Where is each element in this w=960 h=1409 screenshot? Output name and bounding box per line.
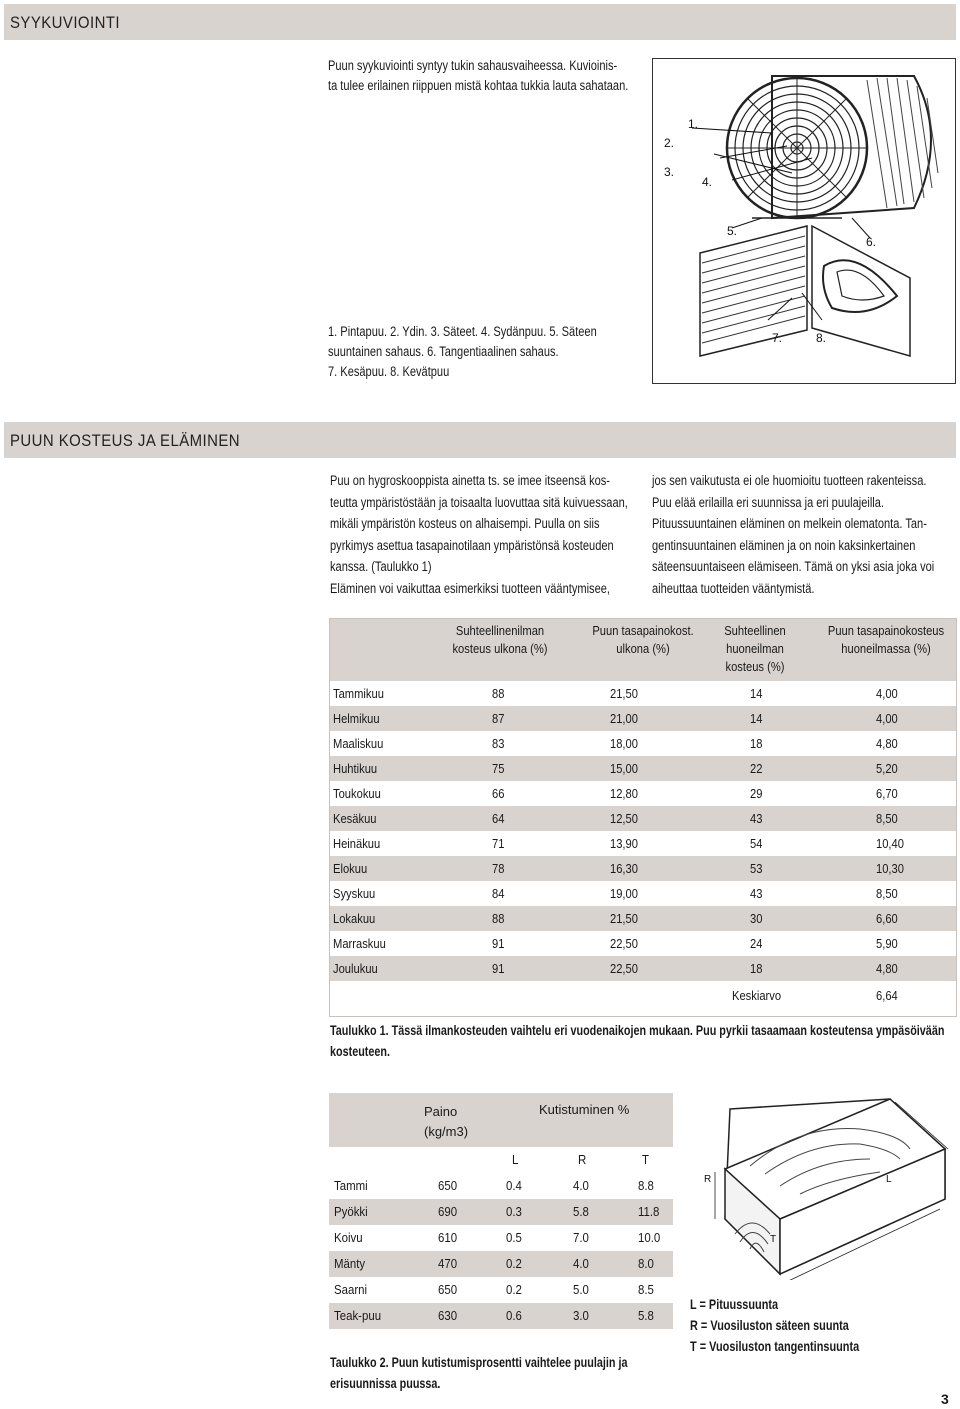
label-7: 7.	[772, 331, 783, 345]
table-cell: Heinäkuu	[333, 836, 381, 851]
humidity-table	[329, 618, 957, 1017]
intro-line: ta tulee erilainen riippuen mistä kohtaa tukkia lauta sahataan.	[328, 78, 629, 93]
legend-line: 1. Pintapuu. 2. Ydin. 3. Säteet. 4. Sydänpuu. 5. Säteen	[328, 324, 597, 339]
table-cell: 22	[750, 761, 763, 776]
table-cell: 4,80	[876, 961, 898, 976]
header-line: Suhteellinenilman	[455, 623, 545, 638]
table-cell: 4,00	[876, 711, 898, 726]
body-line: aiheuttaa tuotteiden vääntymistä.	[652, 580, 815, 596]
table-row	[329, 1251, 673, 1277]
table-cell: 18	[750, 961, 763, 976]
table-cell: 88	[492, 911, 505, 926]
table-cell: 8,50	[876, 811, 898, 826]
table-cell: 12,50	[610, 811, 638, 826]
body-line: Puu elää erilailla eri suunnissa ja eri puulajeilla.	[652, 494, 884, 510]
table-row	[330, 956, 956, 981]
table-cell: Lokakuu	[333, 911, 376, 926]
header-line: Paino	[424, 1104, 458, 1119]
table-cell: Tammi	[334, 1178, 368, 1193]
table-row	[329, 1225, 673, 1251]
board-direction-illustration	[690, 1094, 955, 1280]
page-number: 3	[941, 1391, 949, 1407]
table-cell: 5.0	[573, 1282, 589, 1297]
table-cell: 650	[438, 1178, 458, 1193]
weight-header	[424, 1102, 468, 1142]
table-cell: 22,50	[610, 936, 638, 951]
table-cell: 75	[492, 761, 505, 776]
table-cell: 0.2	[506, 1256, 522, 1271]
table-cell: 5,20	[876, 761, 898, 776]
table-cell: 5.8	[638, 1308, 654, 1323]
table-cell: 15,00	[610, 761, 638, 776]
body-line: jos sen vaikutusta ei ole huomioitu tuotteen rakenteissa.	[652, 473, 927, 488]
subheader-row	[329, 1147, 673, 1173]
table-cell: 0.4	[506, 1178, 522, 1193]
column-header	[691, 622, 820, 676]
table-cell: 18,00	[610, 736, 638, 751]
label-3: 3.	[664, 165, 675, 179]
table-cell: 690	[438, 1204, 458, 1219]
label-l: L	[886, 1174, 892, 1185]
table-row	[329, 1199, 673, 1225]
table-cell: Elokuu	[333, 861, 368, 876]
header-line: Suhteellinen	[724, 623, 786, 638]
table-cell: Huhtikuu	[333, 761, 378, 776]
table-row	[330, 881, 956, 906]
table-cell: 10,40	[876, 836, 904, 851]
table-cell: Pyökki	[334, 1204, 368, 1219]
table-cell: 6,60	[876, 911, 898, 926]
header-line: Puun tasapainokosteus	[827, 623, 945, 638]
table-cell: 7.0	[573, 1230, 589, 1245]
table-cell: 21,00	[610, 711, 638, 726]
legend-line: 7. Kesäpuu. 8. Kevätpuu	[328, 364, 450, 379]
header-line: kosteus ulkona (%)	[452, 641, 548, 656]
table-cell: 16,30	[610, 861, 638, 876]
table-cell: 87	[492, 711, 505, 726]
header-line: ulkona (%)	[616, 641, 670, 656]
table-cell: 650	[438, 1282, 458, 1297]
section-title: PUUN KOSTEUS JA ELÄMINEN	[10, 431, 241, 450]
subheader: T	[642, 1152, 649, 1167]
key-line: T = Vuosiluston tangentinsuunta	[690, 1338, 860, 1354]
table-cell: 30	[750, 911, 763, 926]
caption-line: erisuunnissa puussa.	[330, 1376, 441, 1391]
table-cell: 0.2	[506, 1282, 522, 1297]
table-cell: 43	[750, 886, 763, 901]
column-header	[579, 622, 708, 658]
table-cell: 43	[750, 811, 763, 826]
table-cell: 610	[438, 1230, 458, 1245]
table-header	[330, 619, 956, 681]
body-text-right-column	[652, 470, 960, 599]
table-cell: 91	[492, 961, 505, 976]
table-row	[330, 806, 956, 831]
table-header	[329, 1093, 673, 1147]
table-cell: 24	[750, 936, 763, 951]
table-cell: Kesäkuu	[333, 811, 377, 826]
table-cell: Koivu	[334, 1230, 363, 1245]
label-6: 6.	[866, 235, 877, 249]
body-line: Pituussuuntainen eläminen on melkein olematonta. Tan-	[652, 516, 927, 531]
key-line: L = Pituussuunta	[690, 1296, 779, 1312]
table-cell: 88	[492, 686, 505, 701]
label-1: 1.	[688, 117, 699, 131]
table-cell: 8.0	[638, 1256, 654, 1271]
label-4: 4.	[702, 175, 713, 189]
table-cell: 22,50	[610, 961, 638, 976]
table-cell: 21,50	[610, 911, 638, 926]
subheader: L	[512, 1152, 519, 1167]
average-value: 6,64	[876, 988, 898, 1003]
body-line: gentinsuuntainen eläminen ja on noin kaksinkertainen	[652, 537, 916, 553]
table-cell: 29	[750, 786, 763, 801]
table-cell: 71	[492, 836, 505, 851]
header-line: (kg/m3)	[424, 1124, 469, 1139]
table-row	[330, 831, 956, 856]
table-cell: 4,80	[876, 736, 898, 751]
figure-legend	[328, 322, 656, 382]
table-cell: 78	[492, 861, 505, 876]
average-label: Keskiarvo	[732, 988, 782, 1003]
table-cell: 4.0	[573, 1178, 589, 1193]
table-row	[329, 1173, 673, 1199]
header-line: kosteus (%)	[725, 659, 785, 674]
table-cell: 12,80	[610, 786, 638, 801]
table-cell: 13,90	[610, 836, 638, 851]
body-line: Puu on hygroskooppista ainetta ts. se imee itseensä kos-	[330, 473, 610, 488]
body-line: mikäli ympäristön kosteus on alhaisempi. Puulla on siis	[330, 516, 600, 531]
table-cell: 54	[750, 836, 763, 851]
table-cell: 66	[492, 786, 505, 801]
table-cell: Maaliskuu	[333, 736, 384, 751]
header-line: huoneilmassa (%)	[841, 641, 931, 656]
table-cell: 8.5	[638, 1282, 654, 1297]
table-cell: 3.0	[573, 1308, 589, 1323]
table-cell: Syyskuu	[333, 886, 376, 901]
table-cell: 83	[492, 736, 505, 751]
table-row	[330, 931, 956, 956]
table-cell: Mänty	[334, 1256, 366, 1271]
table-cell: 630	[438, 1308, 458, 1323]
body-line: teutta ympäristöstään ja toisaalta luovuttaa sitä kuivuessaan,	[330, 494, 628, 510]
body-line: pyrkimys asettua tasapainotilaan ympäristönsä kosteuden	[330, 537, 614, 553]
table-row	[330, 781, 956, 806]
header-line: huoneilman	[726, 641, 784, 656]
table-row	[330, 906, 956, 931]
section-header-syykuviointi	[4, 4, 956, 40]
caption-line: Taulukko 1. Tässä ilmankosteuden vaihtelu eri vuodenaikojen mukaan. Puu pyrkii tasaamaan kosteutensa ympäsöivään	[330, 1023, 945, 1038]
direction-key	[690, 1294, 907, 1357]
label-5: 5.	[727, 224, 738, 238]
body-text-left-column	[330, 470, 693, 599]
table-cell: 84	[492, 886, 505, 901]
table1-caption	[330, 1020, 960, 1062]
table-cell: Marraskuu	[333, 936, 386, 951]
key-line: R = Vuosiluston säteen suunta	[690, 1317, 849, 1333]
table-cell: 18	[750, 736, 763, 751]
table-cell: 14	[750, 686, 763, 701]
header-line: Puun tasapainokost.	[592, 623, 694, 638]
table-row	[330, 756, 956, 781]
caption-line: Taulukko 2. Puun kutistumisprosentti vaihtelee puulajin ja	[330, 1355, 628, 1370]
table-cell: Joulukuu	[333, 961, 378, 976]
table-row	[329, 1277, 673, 1303]
table-cell: 5,90	[876, 936, 898, 951]
table-cell: 10,30	[876, 861, 904, 876]
table-cell: Tammikuu	[333, 686, 384, 701]
label-r: R	[704, 1174, 712, 1185]
table-cell: Saarni	[334, 1282, 368, 1297]
table-cell: 4,00	[876, 686, 898, 701]
table-cell: Toukokuu	[333, 786, 381, 801]
label-t: T	[770, 1234, 777, 1245]
body-line: Eläminen voi vaikuttaa esimerkiksi tuotteen vääntymisee,	[330, 580, 610, 596]
section-header-kosteus	[4, 422, 956, 458]
table-cell: 6,70	[876, 786, 898, 801]
log-sawing-illustration	[652, 58, 956, 384]
table2-caption	[330, 1352, 702, 1394]
table-cell: 470	[438, 1256, 458, 1271]
label-2: 2.	[664, 136, 675, 150]
table-row	[330, 706, 956, 731]
table-cell: 0.5	[506, 1230, 522, 1245]
legend-line: suuntainen sahaus. 6. Tangentiaalinen sahaus.	[328, 344, 559, 359]
intro-line: Puun syykuviointi syntyy tukin sahausvaiheessa. Kuvioinis-	[328, 58, 618, 73]
table-row	[330, 681, 956, 706]
table-cell: 64	[492, 811, 505, 826]
subheader: R	[578, 1152, 587, 1167]
table-cell: 19,00	[610, 886, 638, 901]
table-cell: 5.8	[573, 1204, 589, 1219]
body-line: säteensuuntaiseen elämiseen. Tämä on yksi asia joka voi	[652, 559, 935, 574]
average-row	[330, 983, 956, 1008]
table-cell: Helmikuu	[333, 711, 380, 726]
section-title: SYYKUVIOINTI	[10, 13, 121, 32]
table-cell: Teak-puu	[334, 1308, 382, 1323]
table-cell: 11.8	[638, 1204, 660, 1219]
table-cell: 21,50	[610, 686, 638, 701]
column-header	[817, 622, 955, 658]
table-cell: 0.6	[506, 1308, 522, 1323]
table-row	[329, 1303, 673, 1329]
table-row	[330, 731, 956, 756]
column-header	[436, 622, 565, 658]
table-cell: 10.0	[638, 1230, 661, 1245]
intro-paragraph	[328, 56, 694, 96]
table-cell: 8,50	[876, 886, 898, 901]
table-cell: 8.8	[638, 1178, 654, 1193]
table-cell: 0.3	[506, 1204, 522, 1219]
table-cell: 4.0	[573, 1256, 589, 1271]
shrinkage-header: Kutistuminen %	[539, 1102, 630, 1117]
table-row	[330, 856, 956, 881]
table-cell: 14	[750, 711, 763, 726]
label-8: 8.	[816, 331, 827, 345]
body-line: kanssa. (Taulukko 1)	[330, 559, 432, 574]
table-cell: 53	[750, 861, 763, 876]
table-cell: 91	[492, 936, 505, 951]
caption-line: kosteuteen.	[330, 1044, 391, 1059]
shrinkage-table	[329, 1093, 673, 1342]
